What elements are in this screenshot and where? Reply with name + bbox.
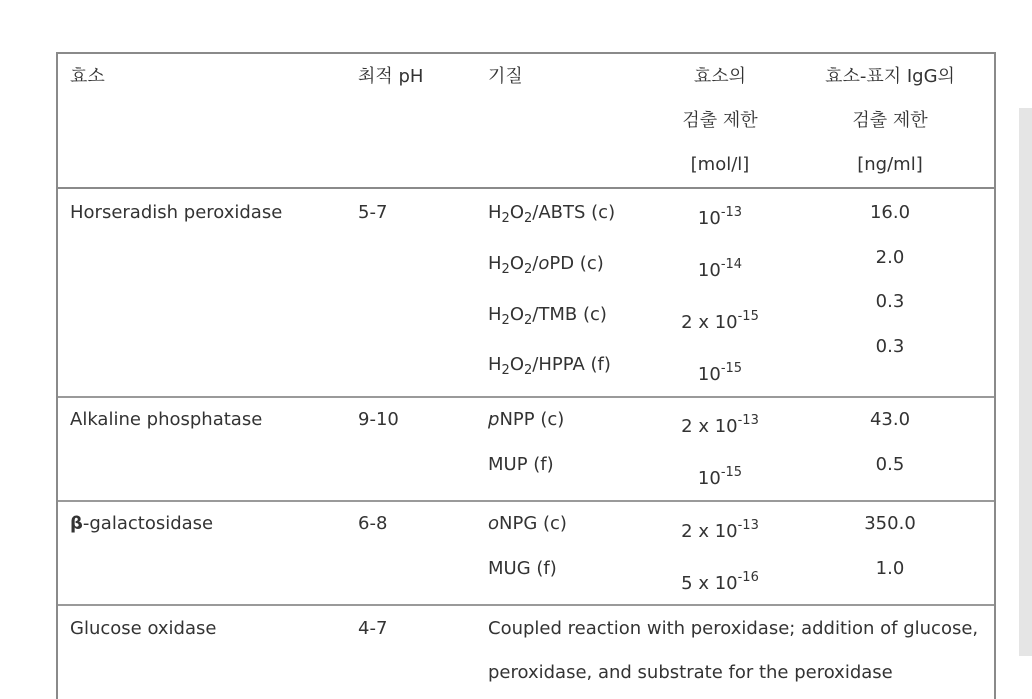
glucose-oxidase-note-2: peroxidase, and substrate for the peroxidase	[488, 662, 893, 683]
enzyme-beta-galactosidase: β-galactosidase	[70, 513, 214, 534]
enzyme-limit-value: $10^{-13}$	[697, 205, 743, 229]
enzyme-limit-value: 2 x $10^{-15}$	[681, 309, 759, 333]
igg-limit-value: 2.0	[875, 247, 905, 268]
header-optimal-ph: 최적 pH	[358, 66, 424, 87]
header-enzyme-limit-3: [mol/l]	[690, 154, 750, 175]
header-enzyme-limit-1: 효소의	[693, 66, 747, 87]
enzyme-horseradish: Horseradish peroxidase	[70, 202, 283, 223]
igg-limit-value: 0.3	[875, 291, 905, 312]
substrate-row: $H_2O_2$/oPD (c)	[488, 253, 604, 277]
header-enzyme: 효소	[70, 66, 105, 87]
igg-limit-value: 0.3	[875, 336, 905, 357]
enzyme-limit-value: 2 x $10^{-13}$	[681, 413, 759, 437]
igg-limit-value: 0.5	[875, 454, 905, 475]
header-substrate: 기질	[488, 66, 523, 87]
substrate-row: MUG (f)	[488, 558, 557, 579]
substrate-row: $H_2O_2$/ABTS (c)	[488, 202, 616, 226]
substrate-row: $H_2O_2$/HPPA (f)	[488, 354, 611, 378]
header-igg-limit-1: 효소-표지 IgG의	[825, 66, 955, 87]
enzyme-limit-value: $10^{-14}$	[697, 257, 743, 281]
ph-beta-galactosidase: 6-8	[358, 513, 388, 534]
header-enzyme-limit-2: 검출 제한	[682, 110, 758, 131]
enzyme-limit-value: $10^{-15}$	[697, 361, 743, 385]
igg-limit-value: 16.0	[869, 202, 911, 223]
substrate-row: $H_2O_2$/TMB (c)	[488, 304, 607, 328]
igg-limit-value: 43.0	[869, 409, 911, 430]
group-divider	[58, 500, 994, 502]
enzyme-alkaline-phosphatase: Alkaline phosphatase	[70, 409, 263, 430]
enzyme-limit-value: 2 x $10^{-13}$	[681, 518, 759, 542]
igg-limit-value: 350.0	[864, 513, 916, 534]
ph-glucose-oxidase: 4-7	[358, 618, 388, 639]
substrate-row: MUP (f)	[488, 454, 554, 475]
group-divider	[58, 396, 994, 398]
ph-alkaline-phosphatase: 9-10	[358, 409, 399, 430]
header-igg-limit-3: [ng/ml]	[857, 154, 923, 175]
ph-horseradish: 5-7	[358, 202, 388, 223]
substrate-row: oNPG (c)	[488, 513, 567, 534]
igg-limit-value: 1.0	[875, 558, 905, 579]
group-divider	[58, 604, 994, 606]
header-divider	[58, 187, 994, 189]
enzyme-limit-value: $10^{-15}$	[697, 465, 743, 489]
vertical-scrollbar[interactable]	[1019, 108, 1032, 656]
glucose-oxidase-note-1: Coupled reaction with peroxidase; addition of glucose,	[488, 618, 979, 639]
header-igg-limit-2: 검출 제한	[852, 110, 928, 131]
enzyme-table	[56, 52, 996, 699]
enzyme-limit-value: 5 x $10^{-16}$	[681, 570, 759, 594]
enzyme-glucose-oxidase: Glucose oxidase	[70, 618, 217, 639]
substrate-row: pNPP (c)	[488, 409, 565, 430]
